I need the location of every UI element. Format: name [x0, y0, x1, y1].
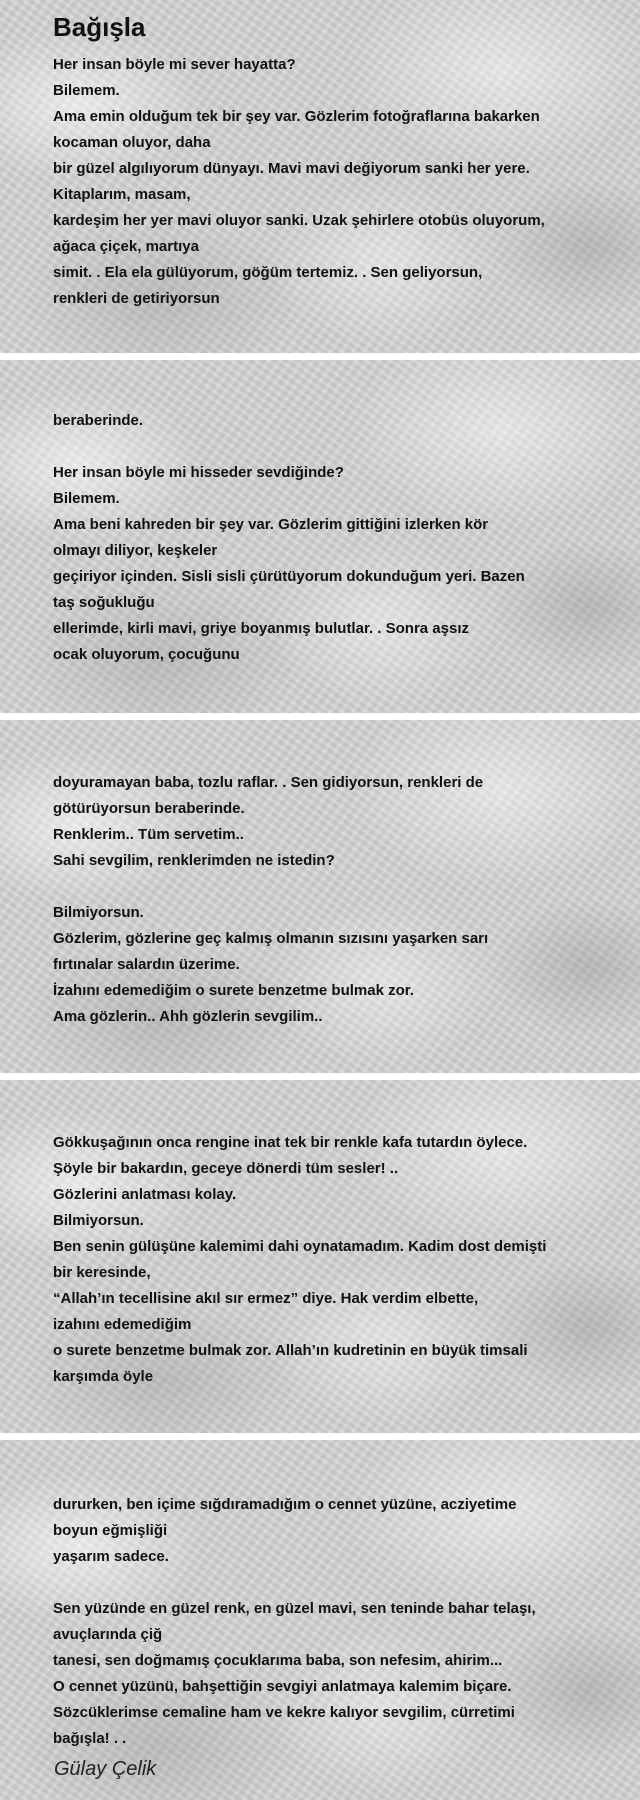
poem-line: Ben senin gülüşüne kalemimi dahi oynatamadım. Kadim dost demişti — [53, 1238, 547, 1255]
poem-line: beraberinde. — [53, 412, 144, 429]
poem-line: götürüyorsun beraberinde. — [53, 800, 245, 817]
poem-stanza-5 — [53, 1492, 593, 1752]
poem-line: dururken, ben içime sığdıramadığım o cennet yüzüne, acziyetime — [53, 1496, 517, 1513]
poem-line: Sahi sevgilim, renklerimden ne istedin? — [53, 852, 335, 869]
poem-line: yaşarım sadece. — [53, 1548, 169, 1565]
poem-line: ellerimde, kirli mavi, griye boyanmış bulutlar. . Sonra aşsız — [53, 620, 469, 637]
poem-line: avuçlarında çiğ — [53, 1626, 163, 1643]
poem-line: olmayı diliyor, keşkeler — [53, 542, 218, 559]
poem-line: tanesi, sen doğmamış çocuklarıma baba, son nefesim, ahirim... — [53, 1652, 503, 1669]
poem-line: Gözlerim, gözlerine geç kalmış olmanın sızısını yaşarken sarı — [53, 930, 489, 947]
poem-line: kardeşim her yer mavi oluyor sanki. Uzak şehirlere otobüs oluyorum, — [53, 212, 545, 229]
poem-line: taş soğukluğu — [53, 594, 155, 611]
poem-panel-5 — [0, 1440, 640, 1800]
poem-line: fırtınalar salardın üzerime. — [53, 956, 240, 973]
poem-panel-2 — [0, 360, 640, 713]
poem-line: Bilmiyorsun. — [53, 904, 144, 921]
poem-line: Sen yüzünde en güzel renk, en güzel mavi, sen teninde bahar telaşı, — [53, 1600, 536, 1617]
poem-line — [53, 874, 593, 900]
poem-stanza-3 — [53, 770, 593, 1030]
poem-line: renkleri de getiriyorsun — [53, 290, 220, 307]
poem-line: bağışla! . . — [53, 1730, 127, 1747]
poem-line: geçiriyor içinden. Sisli sisli çürütüyorum dokunduğum yeri. Bazen — [53, 568, 525, 585]
poem-line: Renklerim.. Tüm servetim.. — [53, 826, 244, 843]
poem-line: kocaman oluyor, daha — [53, 134, 211, 151]
poem-line: Bilemem. — [53, 82, 120, 99]
poem-line: O cennet yüzünü, bahşettiğin sevgiyi anlatmaya kalemim biçare. — [53, 1678, 512, 1695]
poem-panel-3 — [0, 720, 640, 1073]
poem-line: boyun eğmişliği — [53, 1522, 168, 1539]
poem-line: Kitaplarım, masam, — [53, 186, 191, 203]
poem-line: Şöyle bir bakardın, geceye dönerdi tüm sesler! .. — [53, 1160, 399, 1177]
poem-line: ağaca çiçek, martıya — [53, 238, 199, 255]
poem-line: Her insan böyle mi sever hayatta? — [53, 56, 296, 73]
poem-line: Her insan böyle mi hisseder sevdiğinde? — [53, 464, 344, 481]
poem-line: simit. . Ela ela gülüyorum, göğüm tertemiz. . Sen geliyorsun, — [53, 264, 483, 281]
poem-line — [53, 434, 593, 460]
poem-title: Bağışla — [53, 12, 146, 42]
poem-line: Bilemem. — [53, 490, 120, 507]
poem-line: ocak oluyorum, çocuğunu — [53, 646, 240, 663]
poem-line: Sözcüklerimse cemaline ham ve kekre kalıyor sevgilim, cürretimi — [53, 1704, 515, 1721]
poem-line: o surete benzetme bulmak zor. Allah’ın kudretinin en büyük timsali — [53, 1342, 528, 1359]
poem-line: bir güzel algılıyorum dünyayı. Mavi mavi değiyorum sanki her yere. — [53, 160, 530, 177]
poem-line: Bilmiyorsun. — [53, 1212, 144, 1229]
poem-line: Gözlerini anlatması kolay. — [53, 1186, 237, 1203]
poem-line: doyuramayan baba, tozlu raflar. . Sen gidiyorsun, renkleri de — [53, 774, 484, 791]
poem-line: Gökkuşağının onca rengine inat tek bir renkle kafa tutardın öylece. — [53, 1134, 528, 1151]
poem-panel-4 — [0, 1080, 640, 1433]
poem-stanza-2 — [53, 408, 593, 668]
poem-line: Ama gözlerin.. Ahh gözlerin sevgilim.. — [53, 1008, 323, 1025]
poem-line: İzahını edemediğim o surete benzetme bulmak zor. — [53, 982, 414, 999]
poem-line: bir keresinde, — [53, 1264, 151, 1281]
poem-line: Ama beni kahreden bir şey var. Gözlerim gittiğini izlerken kör — [53, 516, 489, 533]
poem-author: Gülay Çelik — [54, 1758, 157, 1780]
poem-line — [53, 1570, 593, 1596]
poem-panel-1 — [0, 0, 640, 353]
poem-stanza-4 — [53, 1130, 593, 1390]
poem-line: “Allah’ın tecellisine akıl sır ermez” diye. Hak verdim elbette, — [53, 1290, 479, 1307]
poem-line: izahını edemediğim — [53, 1316, 192, 1333]
poem-line: karşımda öyle — [53, 1368, 154, 1385]
poem-line: Ama emin olduğum tek bir şey var. Gözlerim fotoğraflarına bakarken — [53, 108, 540, 125]
poem-stanza-1 — [53, 52, 593, 312]
